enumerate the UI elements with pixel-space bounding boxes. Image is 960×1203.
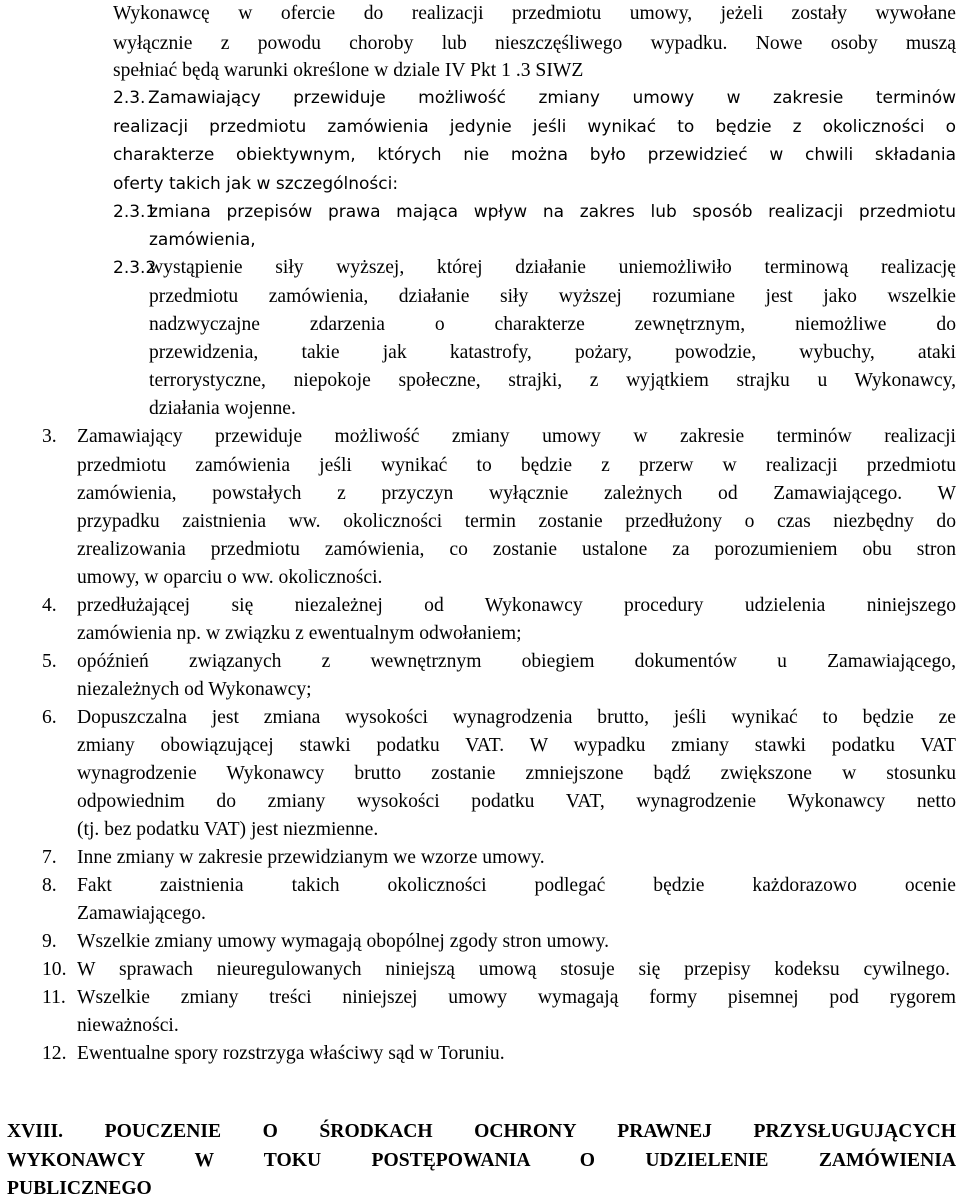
paragraph-line: terrorystyczne, niepokoje społeczne, strajki, z wyjątkiem strajku u Wykonawcy,: [149, 370, 956, 391]
paragraph-line: zmiana przepisów prawa mająca wpływ na zakres lub sposób realizacji przedmiotu: [149, 202, 956, 222]
item-number: 3.: [42, 426, 57, 447]
paragraph-line: W sprawach nieuregulowanych niniejszą umową stosuje się przepisy kodeksu cywilnego.: [77, 959, 950, 980]
paragraph-line: przewidzenia, takie jak katastrofy, pożary, powodzie, wybuchy, ataki: [149, 342, 956, 363]
item-number: 11.: [42, 987, 66, 1008]
paragraph-line: wynagrodzenie Wykonawcy brutto zostanie zmniejszone bądź zwiększone w stosunku: [77, 763, 956, 784]
paragraph-line: Zamawiający przewiduje możliwość zmiany umowy w zakresie terminów realizacji: [77, 426, 956, 447]
paragraph-line: Ewentualne spory rozstrzyga właściwy sąd w Toruniu.: [77, 1043, 505, 1064]
paragraph-line: niezależnych od Wykonawcy;: [77, 679, 312, 700]
paragraph-line: przedłużającej się niezależnej od Wykonawcy procedury udzielenia niniejszego: [77, 595, 956, 616]
section-heading: XVIII. POUCZENIE O ŚRODKACH OCHRONY PRAWNEJ PRZYSŁUGUJĄCYCH: [7, 1121, 956, 1142]
paragraph-line: zamówienia, powstałych z przyczyn wyłącznie zależnych od Zamawiającego. W: [77, 483, 956, 504]
paragraph-line: zmiany obowiązującej stawki podatku VAT. W wypadku zmiany stawki podatku VAT: [77, 735, 956, 756]
paragraph-line: Zamawiający przewiduje możliwość zmiany umowy w zakresie terminów: [148, 88, 956, 108]
paragraph-line: przedmiotu zamówienia jeśli wynikać to będzie z przerw w realizacji przedmiotu: [77, 455, 956, 476]
paragraph-line: Zamawiającego.: [77, 903, 206, 924]
item-number: 2.3.2: [113, 258, 157, 278]
paragraph-line: nadzwyczajne zdarzenia o charakterze zewnętrznym, niemożliwe do: [149, 314, 956, 335]
paragraph-line: umowy, w oparciu o ww. okoliczności.: [77, 567, 383, 588]
paragraph-line: zamówienia,: [149, 230, 256, 250]
paragraph-line: realizacji przedmiotu zamówienia jedynie jeśli wynikać to będzie z okoliczności o: [113, 117, 956, 137]
paragraph-line: charakterze obiektywnym, których nie można było przewidzieć w chwili składania: [113, 145, 956, 165]
item-number: 8.: [42, 875, 57, 896]
paragraph-line: nieważności.: [77, 1015, 179, 1036]
paragraph-line: Wykonawcę w ofercie do realizacji przedmiotu umowy, jeżeli zostały wywołane: [113, 3, 956, 24]
item-number: 12.: [42, 1043, 67, 1064]
paragraph-line: wyłącznie z powodu choroby lub nieszczęśliwego wypadku. Nowe osoby muszą: [113, 33, 956, 54]
paragraph-line: opóźnień związanych z wewnętrznym obiegiem dokumentów u Zamawiającego,: [77, 651, 956, 672]
paragraph-line: zamówienia np. w związku z ewentualnym odwołaniem;: [77, 623, 522, 644]
paragraph-line: (tj. bez podatku VAT) jest niezmienne.: [77, 819, 379, 840]
item-number: 5.: [42, 651, 57, 672]
item-number: 9.: [42, 931, 57, 952]
paragraph-line: przypadku zaistnienia ww. okoliczności termin zostanie przedłużony o czas niezbędny do: [77, 511, 956, 532]
paragraph-line: odpowiednim do zmiany wysokości podatku VAT, wynagrodzenie Wykonawcy netto: [77, 791, 956, 812]
section-heading: WYKONAWCY W TOKU POSTĘPOWANIA O UDZIELENIE ZAMÓWIENIA: [7, 1150, 956, 1171]
paragraph-line: Fakt zaistnienia takich okoliczności podlegać będzie każdorazowo ocenie: [77, 875, 956, 896]
item-number: 6.: [42, 707, 57, 728]
item-number: 7.: [42, 847, 57, 868]
paragraph-line: oferty takich jak w szczególności:: [113, 174, 399, 194]
paragraph-line: spełniać będą warunki określone w dziale IV Pkt 1 .3 SIWZ: [113, 60, 584, 81]
item-number: 2.3.1: [113, 202, 157, 222]
section-heading: PUBLICZNEGO: [7, 1178, 152, 1199]
item-number: 2.3.: [113, 88, 146, 108]
paragraph-line: wystąpienie siły wyższej, której działanie uniemożliwiło terminową realizację: [149, 257, 956, 278]
item-number: 10.: [42, 959, 67, 980]
paragraph-line: Wszelkie zmiany treści niniejszej umowy wymagają formy pisemnej pod rygorem: [77, 987, 956, 1008]
paragraph-line: Dopuszczalna jest zmiana wysokości wynagrodzenia brutto, jeśli wynikać to będzie ze: [77, 707, 956, 728]
paragraph-line: Wszelkie zmiany umowy wymagają obopólnej zgody stron umowy.: [77, 931, 609, 952]
paragraph-line: zrealizowania przedmiotu zamówienia, co zostanie ustalone za porozumieniem obu stron: [77, 539, 956, 560]
paragraph-line: Inne zmiany w zakresie przewidzianym we wzorze umowy.: [77, 847, 545, 868]
paragraph-line: przedmiotu zamówienia, działanie siły wyższej rozumiane jest jako wszelkie: [149, 286, 956, 307]
item-number: 4.: [42, 595, 57, 616]
paragraph-line: działania wojenne.: [149, 398, 296, 419]
